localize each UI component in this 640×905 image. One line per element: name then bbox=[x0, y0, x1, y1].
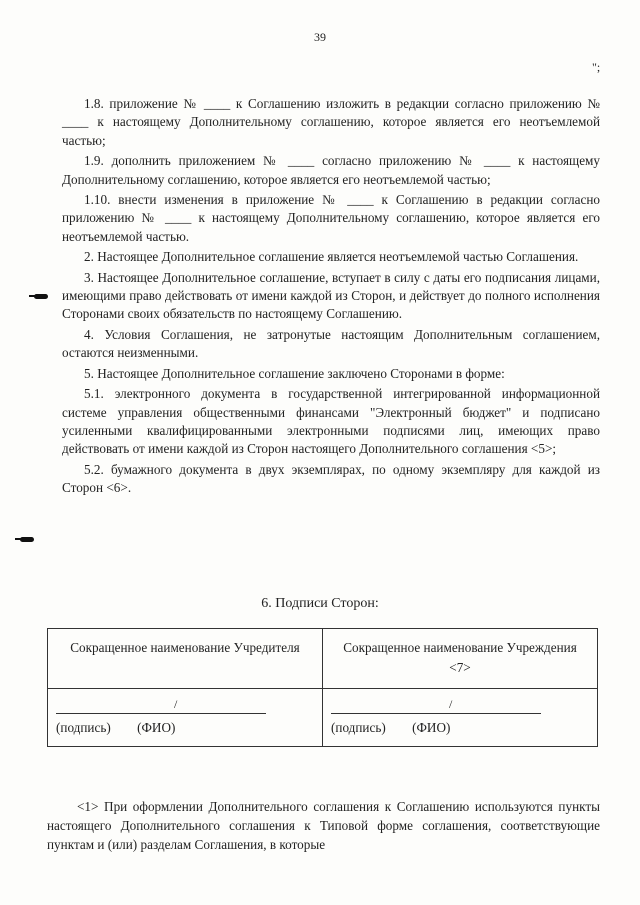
paragraph-3: 3. Настоящее Дополнительное соглашение, вступает в силу с даты его подписания лицами, имеющими право действовать от имени каждой из Сторон, и действует до полного исполнения Сторонами своих обязательств по настоящему Соглашению. bbox=[62, 269, 600, 322]
margin-mark-1 bbox=[34, 294, 48, 299]
founder-signature-cell bbox=[48, 689, 323, 747]
institution-signature-label: (подпись) bbox=[331, 720, 386, 735]
institution-signature-labels bbox=[331, 720, 589, 736]
paragraph-1-8: 1.8. приложение № ____ к Соглашению изложить в редакции согласно приложению № ____ к настоящему Дополнительному соглашению, которое является его неотъемлемой частью; bbox=[62, 96, 600, 148]
founder-signature-labels bbox=[56, 720, 314, 736]
institution-header: Сокращенное наименование Учреждения <7> bbox=[323, 629, 598, 689]
founder-header: Сокращенное наименование Учредителя bbox=[48, 629, 323, 689]
founder-signature-label: (подпись) bbox=[56, 720, 111, 735]
institution-signature-cell bbox=[323, 689, 598, 747]
paragraph-5-1: 5.1. электронного документа в государственной интегрированной информационной системе управления общественными финансами "Электронный бюджет" и подписано усиленными квалифицированными электронными подписями лиц, имеющих право действовать от имени каждой из Сторон настоящего Дополнительного соглашения <5>; bbox=[62, 386, 600, 457]
institution-slash: / bbox=[449, 697, 453, 711]
margin-mark-2 bbox=[20, 537, 34, 542]
paragraph-4: 4. Условия Соглашения, не затронутые настоящим Дополнительным соглашением, остаются неизменными. bbox=[62, 326, 600, 361]
founder-fio-label: (ФИО) bbox=[137, 720, 176, 735]
institution-fio-label: (ФИО) bbox=[412, 720, 451, 735]
footnote bbox=[47, 797, 600, 854]
institution-signature-line bbox=[331, 699, 541, 714]
corner-marks: "; bbox=[592, 60, 601, 74]
paragraph-5-2: 5.2. бумажного документа в двух экземплярах, по одному экземпляру для каждой из Сторон <6>. bbox=[62, 461, 600, 496]
signatures-table bbox=[47, 628, 598, 747]
paragraph-5: 5. Настоящее Дополнительное соглашение заключено Сторонами в форме: bbox=[84, 365, 505, 381]
page-number: 39 bbox=[314, 30, 326, 44]
section-title: 6. Подписи Сторон: bbox=[261, 596, 379, 611]
footnote-1: <1> При оформлении Дополнительного соглашения к Соглашению используются пункты настоящего Дополнительного соглашения к Типовой форме соглашения, соответствующие пунктам и (или) разделам Соглашения, в которые bbox=[47, 799, 600, 852]
founder-slash: / bbox=[174, 697, 178, 711]
paragraph-2: 2. Настоящее Дополнительное соглашение является неотъемлемой частью Соглашения. bbox=[84, 249, 579, 265]
founder-signature-line bbox=[56, 699, 266, 714]
paragraph-1-10: 1.10. внести изменения в приложение № ____ к Соглашению в редакции согласно приложению № ____ к настоящему Дополнительному соглашению, которое является его неотъемлемой частью. bbox=[62, 192, 600, 244]
document-body bbox=[62, 95, 600, 500]
paragraph-1-9: 1.9. дополнить приложением № ____ согласно приложению № ____ к настоящему Дополнительному соглашению, которое является его неотъемлемой частью; bbox=[62, 153, 600, 187]
